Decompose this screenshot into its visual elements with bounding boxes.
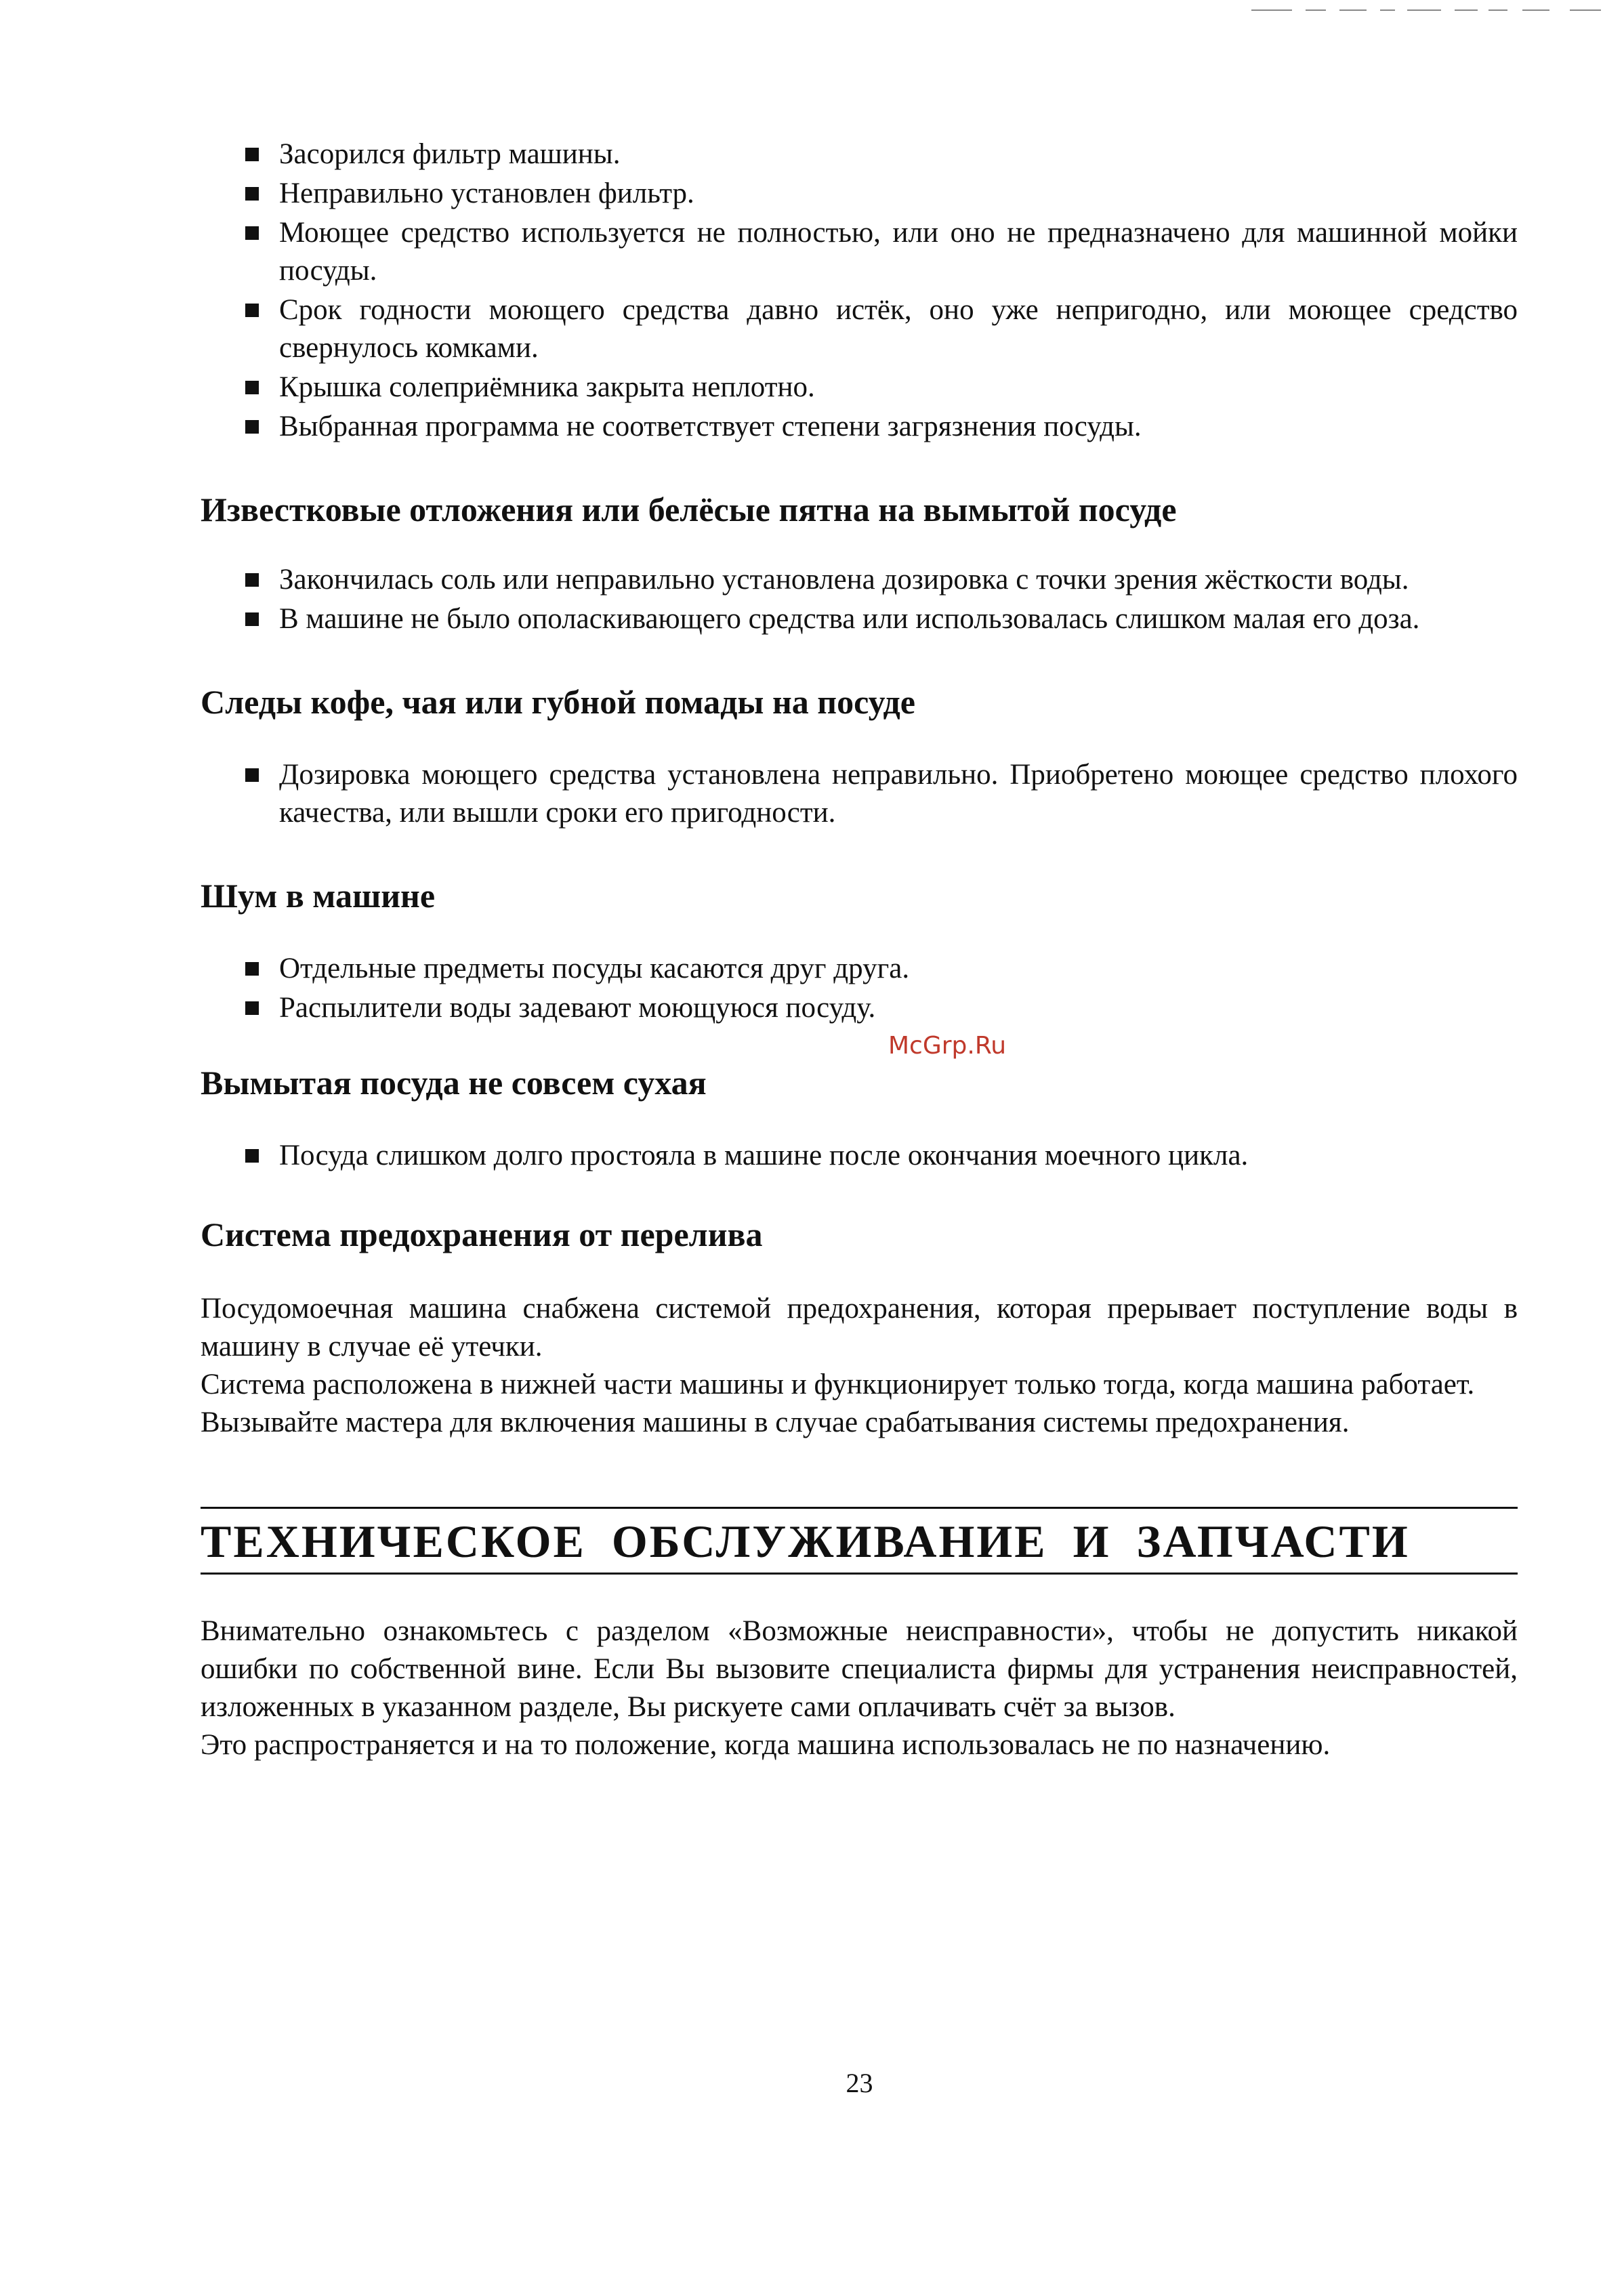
maintenance-text-block <box>201 1612 1518 1764</box>
stains-bullet-list <box>201 756 1518 832</box>
list-item-text: Дозировка моющего средства установлена неправильно. Приобретено моющее средство плохого качества, или вышли сроки его пригодности. <box>279 759 1518 829</box>
square-bullet-icon <box>245 1001 259 1015</box>
scan-artifact-marks <box>1251 9 1604 14</box>
list-item-text: Засорился фильтр машины. <box>279 138 621 170</box>
section-heading-stains: Следы кофе, чая или губной помады на посуде <box>201 683 915 721</box>
list-item-text: Моющее средство используется не полностью, или оно не предназначено для машинной мойки посуды. <box>279 217 1518 287</box>
limescale-bullet-list <box>201 561 1518 638</box>
list-item-text: Срок годности моющего средства давно истёк, оно уже непригодно, или моющее средство свернулось комками. <box>279 294 1518 364</box>
square-bullet-icon <box>245 573 259 587</box>
list-item-text: Неправильно установлен фильтр. <box>279 178 694 209</box>
section-heading-overflow: Система предохранения от перелива <box>201 1215 763 1253</box>
list-item-text: Посуда слишком долго простояла в машине после окончания моечного цикла. <box>279 1140 1249 1171</box>
paragraph: Посудомоечная машина снабжена системой предохранения, которая прерывает поступление воды в машину в случае её утечки. <box>201 1293 1518 1362</box>
page-content <box>201 136 1518 1764</box>
square-bullet-icon <box>245 226 259 240</box>
section-heading-noise: Шум в машине <box>201 877 436 915</box>
square-bullet-icon <box>245 420 259 434</box>
list-item-text: Закончилась соль или неправильно установлена дозировка с точки зрения жёсткости воды. <box>279 564 1409 596</box>
list-item-text: Выбранная программа не соответствует степени загрязнения посуды. <box>279 411 1142 442</box>
list-item <box>201 214 1518 290</box>
not-dry-bullet-list <box>201 1137 1518 1175</box>
square-bullet-icon <box>245 1149 259 1163</box>
list-item <box>201 175 1518 213</box>
square-bullet-icon <box>245 187 259 201</box>
chapter-title-box <box>201 1507 1518 1575</box>
square-bullet-icon <box>245 962 259 976</box>
square-bullet-icon <box>245 381 259 394</box>
intro-bullet-list <box>201 136 1518 446</box>
paragraph: Система расположена в нижней части машины и функционирует только тогда, когда машина работает. <box>201 1369 1475 1400</box>
paragraph: Это распространяется и на то положение, когда машина использовалась не по назначению. <box>201 1729 1331 1761</box>
list-item <box>201 756 1518 832</box>
list-item <box>201 408 1518 446</box>
paragraph: Внимательно ознакомьтесь с разделом «Возможные неисправности», чтобы не допустить никакой ошибки по собственной вине. Если Вы вызовите специалиста фирмы для устранения неисправностей, изложенных в указанном разделе, Вы рискуете сами оплачивать счёт за вызов. <box>201 1615 1518 1723</box>
list-item-text: Распылители воды задевают моющуюся посуду. <box>279 992 876 1024</box>
list-item <box>201 561 1518 599</box>
page-number: 23 <box>846 2068 873 2098</box>
square-bullet-icon <box>245 304 259 317</box>
list-item-text: Крышка солеприёмника закрыта неплотно. <box>279 371 815 403</box>
square-bullet-icon <box>245 148 259 161</box>
list-item <box>201 291 1518 367</box>
watermark-text: McGrp.Ru <box>888 1032 1007 1060</box>
list-item-text: Отдельные предметы посуды касаются друг друга. <box>279 953 910 984</box>
section-heading-not-dry: Вымытая посуда не совсем сухая <box>201 1064 707 1102</box>
list-item <box>201 600 1518 638</box>
list-item-text: В машине не было ополаскивающего средства или использовалась слишком малая его доза. <box>279 603 1420 635</box>
chapter-title: ТЕХНИЧЕСКОЕ ОБСЛУЖИВАНИЕ И ЗАПЧАСТИ <box>201 1516 1410 1567</box>
noise-bullet-list <box>201 950 1518 1027</box>
square-bullet-icon <box>245 612 259 626</box>
square-bullet-icon <box>245 768 259 782</box>
list-item <box>201 950 1518 988</box>
list-item <box>201 369 1518 407</box>
paragraph: Вызывайте мастера для включения машины в случае срабатывания системы предохранения. <box>201 1407 1350 1438</box>
list-item <box>201 989 1518 1027</box>
list-item <box>201 136 1518 173</box>
list-item <box>201 1137 1518 1175</box>
section-heading-limescale: Известковые отложения или белёсые пятна на вымытой посуде <box>201 491 1177 528</box>
overflow-text-block <box>201 1290 1518 1442</box>
